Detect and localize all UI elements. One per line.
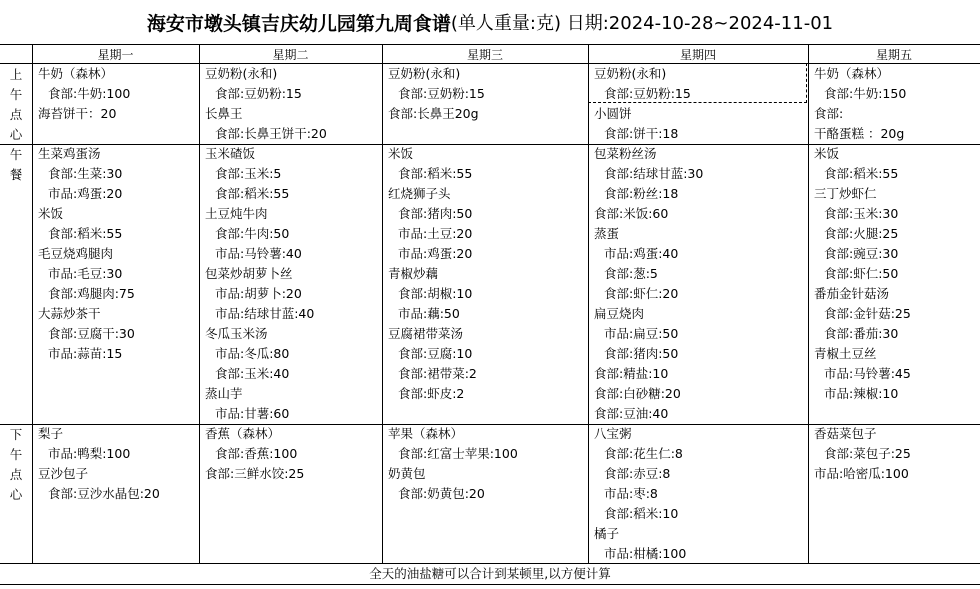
- dish-name: 香蕉（森林）: [205, 426, 281, 441]
- ingredient-line: 市品:鸡蛋:40: [604, 246, 679, 261]
- ingredient-line: 食部:稻米:55: [215, 186, 290, 201]
- dish-name: 番茄金针菇汤: [814, 286, 890, 301]
- dish-name: 豆腐裙带菜汤: [388, 326, 464, 341]
- ingredient-line: 食部:豆腐干:30: [48, 326, 135, 341]
- grid-line-footer: [0, 584, 980, 585]
- dish-name: 蒸蛋: [594, 226, 620, 241]
- ingredient-line: 市品:藕:50: [398, 306, 460, 321]
- ingredient-line: 食部:玉米:40: [215, 366, 290, 381]
- period-label-lunch-0: 午: [9, 147, 23, 162]
- period-label-am_snack-2: 点: [9, 107, 23, 122]
- dish-name: 奶黄包: [388, 466, 426, 481]
- period-label-am_snack-3: 心: [9, 127, 23, 142]
- day-header-4[interactable]: 星期四: [679, 47, 716, 62]
- dish-name: 扁豆烧肉: [594, 306, 645, 321]
- ingredient-line: 食部:奶黄包:20: [398, 486, 485, 501]
- grid-line-col-4: [808, 44, 809, 563]
- dish-name: 香菇菜包子: [814, 426, 877, 441]
- dish-name: 长鼻王: [205, 106, 243, 121]
- pm-snack-cell-day1[interactable]: [35, 424, 198, 504]
- ingredient-line: 市品:马铃薯:45: [824, 366, 911, 381]
- dish-name: 橘子: [594, 526, 620, 541]
- ingredient-line: 市品:冬瓜:80: [215, 346, 290, 361]
- dish-name: 干酪蛋糕 ：20g: [814, 126, 905, 141]
- dish-name: 米饭: [388, 146, 414, 161]
- dish-name: 大蒜炒茶干: [38, 306, 101, 321]
- ingredient-line: 食部:豆沙水晶包:20: [48, 486, 160, 501]
- dish-name: 红烧狮子头: [388, 186, 451, 201]
- ingredient-line: 食部:饼干:18: [604, 126, 679, 141]
- dish-name: 蒸山芋: [205, 386, 243, 401]
- period-label-am_snack-1: 午: [9, 87, 23, 102]
- dish-name: 豆奶粉(永和): [205, 66, 278, 81]
- ingredient-line: 市品:结球甘蓝:40: [215, 306, 315, 321]
- dish-name: 苹果（森林）: [388, 426, 464, 441]
- ingredient-line: 市品:枣:8: [604, 486, 658, 501]
- dish-name: 生菜鸡蛋汤: [38, 146, 101, 161]
- ingredient-line: 食部:香蕉:100: [215, 446, 298, 461]
- dish-name: 食部:长鼻王20g: [388, 106, 479, 121]
- dish-name: 冬瓜玉米汤: [205, 326, 268, 341]
- am-snack-cell-day1[interactable]: [35, 64, 198, 124]
- dish-name: 玉米碴饭: [205, 146, 256, 161]
- lunch-cell-day5[interactable]: [811, 144, 979, 404]
- day-header-1[interactable]: 星期一: [97, 47, 134, 62]
- pm-snack-cell-day3[interactable]: [385, 424, 587, 504]
- am-snack-cell-day2[interactable]: [202, 64, 381, 144]
- dish-name: 三丁炒虾仁: [814, 186, 877, 201]
- grid-line-col-0: [32, 44, 33, 563]
- dish-name: 包菜炒胡萝卜丝: [205, 266, 293, 281]
- ingredient-line: 食部:牛奶:150: [824, 86, 907, 101]
- dish-name: 米饭: [38, 206, 64, 221]
- dish-name: 豆奶粉(永和): [388, 66, 461, 81]
- ingredient-line: 食部:稻米:55: [398, 166, 473, 181]
- ingredient-line: 市品:鸡蛋:20: [398, 246, 473, 261]
- ingredient-line: 食部:牛肉:50: [215, 226, 290, 241]
- ingredient-line: 食部:玉米:5: [215, 166, 282, 181]
- ingredient-line: 市品:马铃薯:40: [215, 246, 302, 261]
- ingredient-line: 市品:扁豆:50: [604, 326, 679, 341]
- dish-name: 包菜粉丝汤: [594, 146, 657, 161]
- day-header-3[interactable]: 星期三: [466, 47, 503, 62]
- dish-name: 毛豆烧鸡腿肉: [38, 246, 114, 261]
- dish-name: 豆奶粉(永和): [594, 66, 667, 81]
- footer-note: 全天的油盐糖可以合计到某顿里,以方便计算: [369, 566, 611, 581]
- ingredient-line: 食部:猪肉:50: [604, 346, 679, 361]
- dish-name: 食部:米饭:60: [594, 206, 669, 221]
- ingredient-line: 食部:菜包子:25: [824, 446, 911, 461]
- pm-snack-cell-day5[interactable]: [811, 424, 979, 484]
- ingredient-line: 食部:粉丝:18: [604, 186, 679, 201]
- ingredient-line: 市品:鸡蛋:20: [48, 186, 123, 201]
- grid-line-col-3: [588, 44, 589, 563]
- dish-name: 食部:三鲜水饺:25: [205, 466, 305, 481]
- pm-snack-cell-day4[interactable]: [591, 424, 807, 564]
- period-label-pm_snack-3: 心: [9, 487, 23, 502]
- ingredient-line: 食部:豆奶粉:15: [215, 86, 302, 101]
- ingredient-line: 食部:裙带菜:2: [398, 366, 477, 381]
- dish-name: 豆沙包子: [38, 466, 89, 481]
- ingredient-line: 食部:长鼻王饼干:20: [215, 126, 327, 141]
- ingredient-line: 食部:豌豆:30: [824, 246, 899, 261]
- ingredient-line: 市品:甘薯:60: [215, 406, 290, 421]
- ingredient-line: 食部:番茄:30: [824, 326, 899, 341]
- grid-line-col-2: [382, 44, 383, 563]
- ingredient-line: 市品:辣椒:10: [824, 386, 899, 401]
- grid-line-col-1: [199, 44, 200, 563]
- ingredient-line: 食部:虾皮:2: [398, 386, 465, 401]
- dish-name: 米饭: [814, 146, 840, 161]
- ingredient-line: 市品:柑橘:100: [604, 546, 687, 561]
- menu-title: [0, 0, 980, 44]
- ingredient-line: 食部:鸡腿肉:75: [48, 286, 135, 301]
- ingredient-line: 食部:牛奶:100: [48, 86, 131, 101]
- ingredient-line: 食部:稻米:55: [824, 166, 899, 181]
- ingredient-line: 食部:生菜:30: [48, 166, 123, 181]
- dish-name: 青椒炒藕: [388, 266, 439, 281]
- ingredient-line: 食部:豆奶粉:15: [398, 86, 485, 101]
- ingredient-line: 食部:稻米:10: [604, 506, 679, 521]
- title-main: 海安市墩头镇吉庆幼儿园第九周食谱: [146, 12, 451, 35]
- lunch-cell-day4[interactable]: [591, 144, 807, 424]
- lunch-cell-day1[interactable]: [35, 144, 198, 364]
- dish-name: 食部:精盐:10: [594, 366, 669, 381]
- am-snack-cell-day5[interactable]: [811, 64, 979, 144]
- dish-name: 食部:豆油:40: [594, 406, 669, 421]
- dish-name: 小圆饼: [594, 106, 632, 121]
- dish-name: 食部:白砂糖:20: [594, 386, 681, 401]
- ingredient-line: 食部:胡椒:10: [398, 286, 473, 301]
- lunch-cell-day3[interactable]: [385, 144, 587, 404]
- ingredient-line: 食部:玉米:30: [824, 206, 899, 221]
- ingredient-line: 食部:结球甘蓝:30: [604, 166, 704, 181]
- dish-name: 食部:: [814, 106, 844, 121]
- ingredient-line: 市品:毛豆:30: [48, 266, 123, 281]
- dish-name: 青椒土豆丝: [814, 346, 877, 361]
- ingredient-line: 市品:鸭梨:100: [48, 446, 131, 461]
- title-sub: (单人重量:克) 日期:2024-10-28~2024-11-01: [450, 13, 834, 34]
- period-label-pm_snack-1: 午: [9, 447, 23, 462]
- ingredient-line: 食部:葱:5: [604, 266, 658, 281]
- dish-name: 市品:哈密瓜:100: [814, 466, 909, 481]
- period-label-am_snack-0: 上: [9, 67, 23, 82]
- dish-name: 八宝粥: [594, 426, 632, 441]
- ingredient-line: 食部:火腿:25: [824, 226, 899, 241]
- ingredient-line: 食部:赤豆:8: [604, 466, 671, 481]
- dish-name: 梨子: [38, 426, 64, 441]
- ingredient-line: 食部:花生仁:8: [604, 446, 683, 461]
- ingredient-line: 市品:胡萝卜:20: [215, 286, 302, 301]
- ingredient-line: 食部:豆腐:10: [398, 346, 473, 361]
- ingredient-line: 食部:红富士苹果:100: [398, 446, 518, 461]
- am-snack-cell-day4[interactable]: [591, 64, 807, 144]
- period-label-pm_snack-0: 下: [9, 427, 23, 442]
- ingredient-line: 食部:豆奶粉:15: [604, 86, 691, 101]
- ingredient-line: 食部:金针菇:25: [824, 306, 911, 321]
- ingredient-line: 市品:蒜苗:15: [48, 346, 123, 361]
- am-snack-cell-day3[interactable]: [385, 64, 587, 124]
- lunch-cell-day2[interactable]: [202, 144, 381, 424]
- dish-name: 牛奶（森林）: [814, 66, 890, 81]
- ingredient-line: 食部:虾仁:50: [824, 266, 899, 281]
- dish-name: 土豆炖牛肉: [205, 206, 268, 221]
- pm-snack-cell-day2[interactable]: [202, 424, 381, 484]
- ingredient-line: 食部:虾仁:20: [604, 286, 679, 301]
- ingredient-line: 食部:猪肉:50: [398, 206, 473, 221]
- dish-name: 海苔饼干：20: [38, 106, 117, 121]
- dish-name: 牛奶（森林）: [38, 66, 114, 81]
- period-label-lunch-1: 餐: [9, 167, 23, 182]
- period-label-pm_snack-2: 点: [9, 467, 23, 482]
- ingredient-line: 市品:土豆:20: [398, 226, 473, 241]
- ingredient-line: 食部:稻米:55: [48, 226, 123, 241]
- day-header-2[interactable]: 星期二: [272, 47, 309, 62]
- day-header-5[interactable]: 星期五: [875, 47, 912, 62]
